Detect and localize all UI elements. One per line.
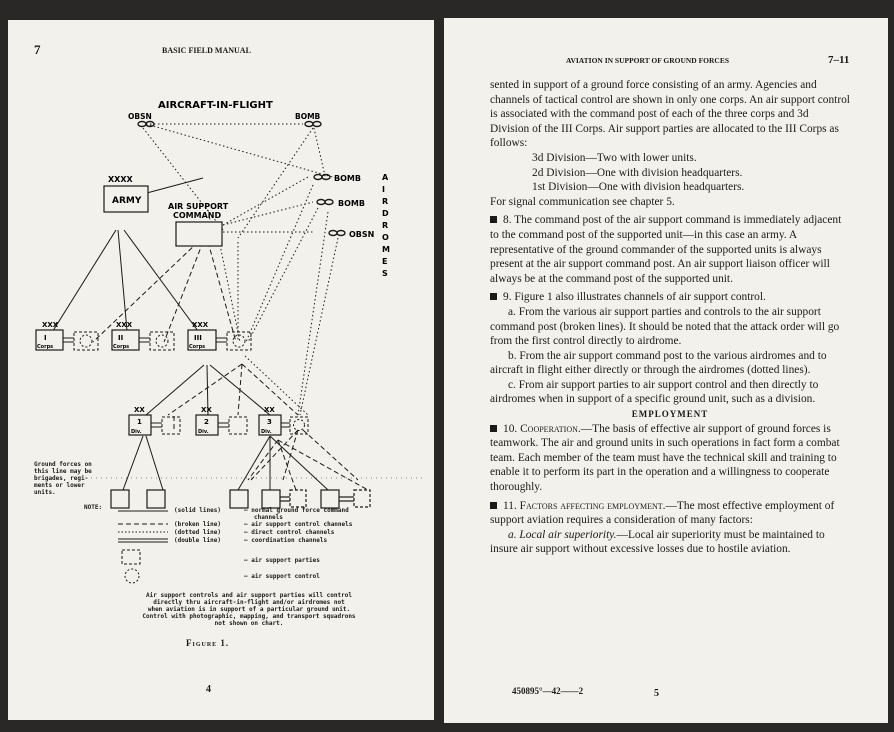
svg-text:A: A bbox=[382, 173, 389, 182]
svg-text:XXX: XXX bbox=[192, 321, 209, 329]
svg-text:XX: XX bbox=[201, 406, 212, 414]
paragraph-8: 8. The command post of the air support command is immediately adjacent to the command post of the supported unit—in this case an army. A representative of the ground commander of the supported units is always present at the air support command post. An air support liaison officer will always be at the command post of the supported unit. bbox=[490, 214, 842, 285]
svg-text:Div.: Div. bbox=[261, 429, 272, 435]
legend-broken: (broken line) bbox=[174, 521, 221, 528]
list-item: 3d Division—Two with lower units. bbox=[532, 151, 697, 164]
bomb-label-top: BOMB bbox=[295, 112, 321, 121]
paragraph-9a: a. From the various air support parties and controls to the air support command post (broken lines). It should be noted that the attack order will go from the first control directly to airdrome. bbox=[490, 305, 840, 348]
section-heading-employment: EMPLOYMENT bbox=[631, 409, 709, 420]
air-support-label-1: AIR SUPPORT bbox=[168, 202, 229, 211]
paragraph-signal: For signal communication see chapter 5. bbox=[490, 195, 675, 208]
paragraph-11: 11. Factors affecting employment.—The most effective employment of support aviation requires a consideration of many factors: bbox=[490, 499, 835, 527]
legend-dotted: (dotted line) bbox=[174, 529, 221, 536]
figure-footnote: Air support controls and air support parties will control directly thru aircraft-in-flight and/or airdromes not when aviation is in support of a particular ground unit. Control with photographic, mapping, and transport squadrons not shown on chart. bbox=[142, 592, 356, 627]
dotted-channels bbox=[143, 124, 343, 415]
svg-text:Corps: Corps bbox=[37, 344, 54, 350]
army-label: ARMY bbox=[112, 196, 142, 206]
paragraph-9: 9. Figure 1 also illustrates channels of air support control. bbox=[490, 290, 850, 305]
legend-samples bbox=[118, 511, 168, 583]
section-marker-icon bbox=[490, 293, 497, 300]
airdromes-label bbox=[382, 173, 390, 278]
paragraph-11a: a. Local air superiority.—Local air superiority must be maintained to insure air support without excessive losses due to hostile aviation. bbox=[490, 528, 825, 556]
svg-text:2: 2 bbox=[204, 418, 209, 426]
army-rank: XXXX bbox=[108, 175, 133, 184]
bomb-label-1: BOMB bbox=[334, 174, 361, 183]
paragraph-10: 10. Cooperation.—The basis of effective air support of ground forces is teamwork. The air and ground units in such operations in fact form a combat team. Each member of the team must have the technical skill and training to enable it to perform its part in the operation and a willingness to cooperate thoroughly. bbox=[490, 422, 840, 494]
svg-text:Div.: Div. bbox=[198, 429, 209, 435]
legend-dotted-desc: — direct control channels bbox=[244, 529, 335, 536]
paragraph-9b: b. From the air support command post to the various airdromes and to aircraft in flight either directly or through the airdromes (dotted lines). bbox=[490, 349, 827, 377]
running-head-left: BASIC FIELD MANUAL bbox=[162, 46, 251, 55]
legend-solid-desc-1: — normal ground force command bbox=[244, 507, 349, 514]
legend-parties: — air support parties bbox=[244, 557, 320, 564]
svg-text:S: S bbox=[382, 269, 388, 278]
svg-text:Div.: Div. bbox=[131, 429, 142, 435]
legend-double-desc: — coordination channels bbox=[244, 537, 328, 544]
diagram-title: AIRCRAFT-IN-FLIGHT bbox=[158, 100, 273, 111]
list-item: 1st Division—One with division headquarters. bbox=[532, 181, 745, 194]
svg-text:3: 3 bbox=[267, 418, 272, 426]
svg-text:Corps: Corps bbox=[189, 344, 206, 350]
svg-text:I: I bbox=[382, 185, 385, 194]
bomb-label-2: BOMB bbox=[338, 199, 365, 208]
legend-solid-desc-2: channels bbox=[254, 514, 283, 521]
svg-text:XX: XX bbox=[134, 406, 145, 414]
air-support-label-2: COMMAND bbox=[173, 211, 222, 220]
section-marker-icon bbox=[490, 216, 497, 223]
aircraft-icon bbox=[138, 122, 345, 236]
folio-right: 5 bbox=[654, 688, 659, 699]
paragraph-9c: c. From air support parties to air support control and then directly to airdromes when in support of a specific ground unit, such as a division. bbox=[490, 378, 819, 406]
legend-double: (double line) bbox=[174, 537, 221, 544]
page-marker: 7 bbox=[34, 42, 41, 57]
svg-text:XXX: XXX bbox=[42, 321, 59, 329]
svg-text:Corps: Corps bbox=[113, 344, 130, 350]
print-code: 450895°—42——2 bbox=[512, 686, 584, 696]
section-marker-icon bbox=[490, 502, 497, 509]
lower-units-row bbox=[91, 478, 423, 508]
legend-broken-desc: — air support control channels bbox=[244, 521, 353, 528]
svg-text:O: O bbox=[382, 233, 389, 242]
legend-control: — air support control bbox=[244, 573, 320, 580]
obsn-label-right: OBSN bbox=[349, 230, 375, 239]
body-text bbox=[490, 78, 850, 557]
svg-text:I: I bbox=[44, 334, 47, 342]
svg-text:M: M bbox=[382, 245, 390, 254]
svg-text:1: 1 bbox=[137, 418, 142, 426]
division-row bbox=[129, 406, 308, 435]
paragraph-intro: sented in support of a ground force consisting of an army. Agencies and channels of tactical control are shown in only one corps. An air support control is associated with the command post of each of the three corps and 3d Division of the III Corps. Air support parties are allocated to the III Corps as follows: bbox=[490, 79, 850, 150]
section-marker-icon bbox=[490, 425, 497, 432]
svg-text:XXX: XXX bbox=[116, 321, 133, 329]
corps-row bbox=[36, 321, 251, 350]
svg-text:E: E bbox=[382, 257, 388, 266]
legend-notes-label: NOTE: bbox=[84, 504, 103, 511]
list-item: 2d Division—One with division headquarters. bbox=[532, 166, 743, 179]
svg-text:D: D bbox=[382, 209, 389, 218]
legend-solid: (solid lines) bbox=[174, 507, 221, 514]
svg-text:R: R bbox=[382, 197, 389, 206]
ground-forces-note: Ground forces on this line may be brigades, regi- ments or lower units. bbox=[34, 461, 92, 496]
right-page bbox=[444, 18, 888, 723]
figure-1-diagram bbox=[8, 20, 434, 660]
svg-text:II: II bbox=[118, 334, 124, 342]
running-head-right: AVIATION IN SUPPORT OF GROUND FORCES bbox=[566, 56, 730, 65]
air-support-command-box bbox=[176, 222, 222, 246]
svg-text:III: III bbox=[194, 334, 202, 342]
obsn-label-top: OBSN bbox=[128, 112, 152, 121]
section-number: 7–11 bbox=[828, 54, 850, 66]
left-page bbox=[8, 20, 434, 720]
svg-text:XX: XX bbox=[264, 406, 275, 414]
folio-left: 4 bbox=[206, 684, 211, 695]
svg-text:R: R bbox=[382, 221, 389, 230]
figure-caption: Figure 1. bbox=[186, 638, 230, 648]
